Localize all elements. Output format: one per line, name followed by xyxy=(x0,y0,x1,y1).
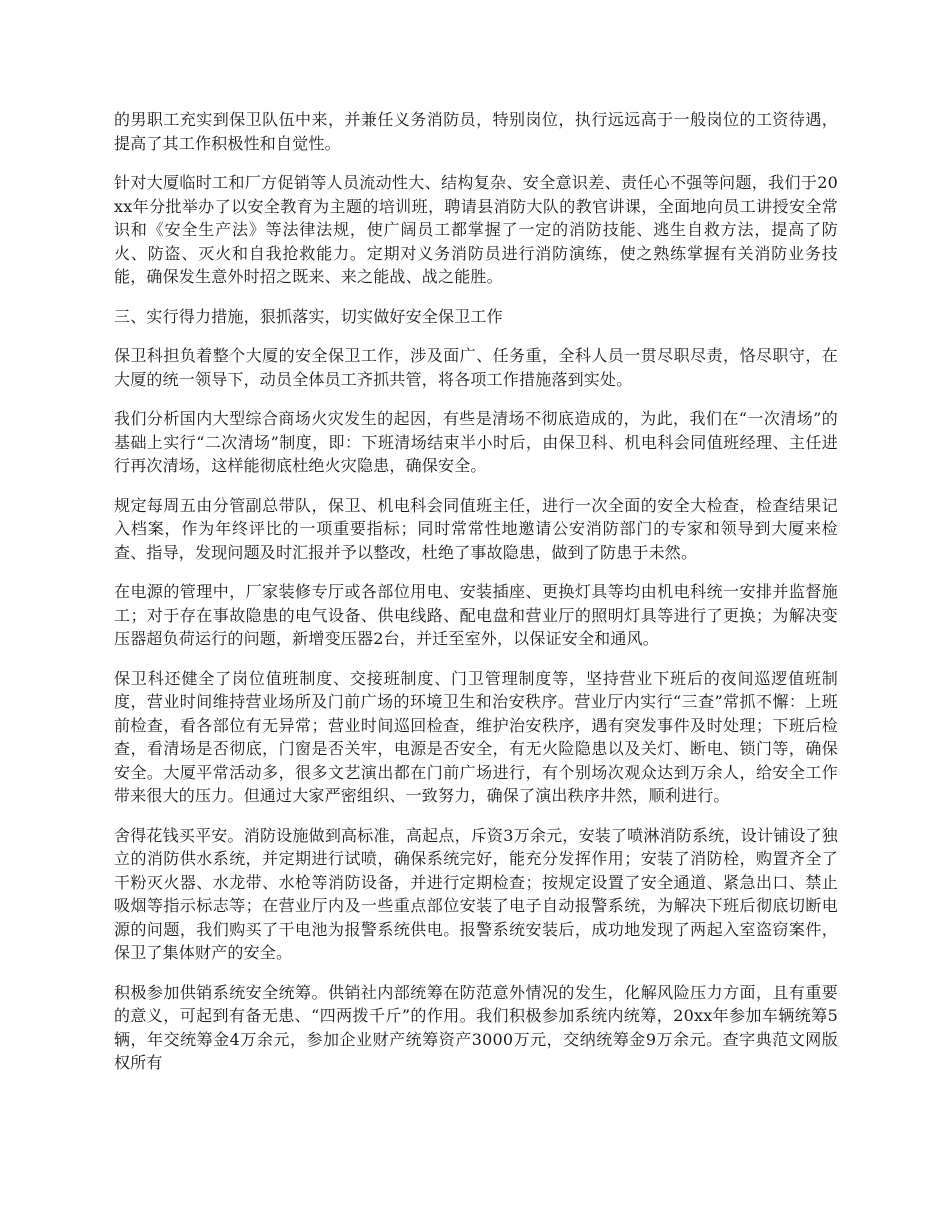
paragraph-4: 保卫科担负着整个大厦的安全保卫工作，涉及面广、任务重，全科人员一贯尽职尽责，恪尽职守，在大厦的统一领导下，动员全体员工齐抓共管，将各项工作措施落到实处。 xyxy=(114,346,838,389)
section-heading-3: 三、实行得力措施，狠抓落实，切实做好安全保卫工作 xyxy=(114,306,503,326)
document-body xyxy=(114,108,838,1091)
paragraph-10: 积极参加供销系统安全统筹。供销社内部统筹在防范意外情况的发生，化解风险压力方面，且有重要的意义，可起到有备无患、“四两拨千斤”的作用。我们积极参加系统内统筹，20xx年参加车辆统筹5辆，年交统筹金4万余元，参加企业财产统筹资产3000万元，交纳统筹金9万余元。查字典范文网版权所有 xyxy=(114,982,838,1072)
paragraph-1: 的男职工充实到保卫队伍中来，并兼任义务消防员，特别岗位，执行远远高于一般岗位的工资待遇，提高了其工作积极性和自觉性。 xyxy=(114,110,838,153)
paragraph-2: 针对大厦临时工和厂方促销等人员流动性大、结构复杂、安全意识差、责任心不强等问题，我们于20xx年分批举办了以安全教育为主题的培训班，聘请县消防大队的教官讲课，全面地向员工讲授安全常识和《安全生产法》等法律法规，使广阔员工都掌握了一定的消防技能、逃生自救方法，提高了防火、防盗、灭火和自我抢救能力。定期对义务消防员进行消防演练，使之熟练掌握有关消防业务技能，确保发生意外时招之既来、来之能战、战之能胜。 xyxy=(114,173,838,286)
paragraph-7: 在电源的管理中，厂家装修专厅或各部位用电、安装插座、更换灯具等均由机电科统一安排并监督施工；对于存在事故隐患的电气设备、供电线路、配电盘和营业厅的照明灯具等进行了更换；为解决变压器超负荷运行的问题，新增变压器2台，并迁至室外，以保证安全和通风。 xyxy=(114,582,838,648)
paragraph-9: 舍得花钱买平安。消防设施做到高标准，高起点，斥资3万余元，安装了喷淋消防系统，设计铺设了独立的消防供水系统，并定期进行试喷，确保系统完好，能充分发挥作用；安装了消防栓，购置齐全了干粉灭火器、水龙带、水枪等消防设备，并进行定期检查；按规定设置了安全通道、紧急出口、禁止吸烟等指示标志等；在营业厅内及一些重点部位安装了电子自动报警系统，为解决下班后彻底切断电源的问题，我们购买了干电池为报警系统供电。报警系统安装后，成功地发现了两起入室盗窃案件，保卫了集体财产的安全。 xyxy=(114,825,838,962)
paragraph-6: 规定每周五由分管副总带队，保卫、机电科会同值班主任，进行一次全面的安全大检查，检查结果记入档案，作为年终评比的一项重要指标；同时常常性地邀请公安消防部门的专家和领导到大厦来检查、指导，发现问题及时汇报并予以整改，杜绝了事故隐患，做到了防患于未然。 xyxy=(114,495,838,562)
paragraph-8: 保卫科还健全了岗位值班制度、交接班制度、门卫管理制度等，坚持营业下班后的夜间巡逻值班制度，营业时间维持营业场所及门前广场的环境卫生和治安秩序。营业厅内实行“三查”常抓不懈：上班前检查，看各部位有无异常；营业时间巡回检查，维护治安秩序，遇有突发事件及时处理；下班后检查，看清场是否彻底，门窗是否关牢，电源是否安全，有无火险隐患以及关灯、断电、锁门等，确保安全。大厦平常活动多，很多文艺演出都在门前广场进行，有个别场次观众达到万余人，给安全工作带来很大的压力。但通过大家严密组织、一致努力，确保了演出秩序井然，顺利进行。 xyxy=(114,668,838,805)
paragraph-5: 我们分析国内大型综合商场火灾发生的起因，有些是清场不彻底造成的，为此，我们在“一次清场”的基础上实行“二次清场”制度，即：下班清场结束半小时后，由保卫科、机电科会同值班经理、主任进行再次清场，这样能彻底杜绝火灾隐患，确保安全。 xyxy=(114,409,838,475)
